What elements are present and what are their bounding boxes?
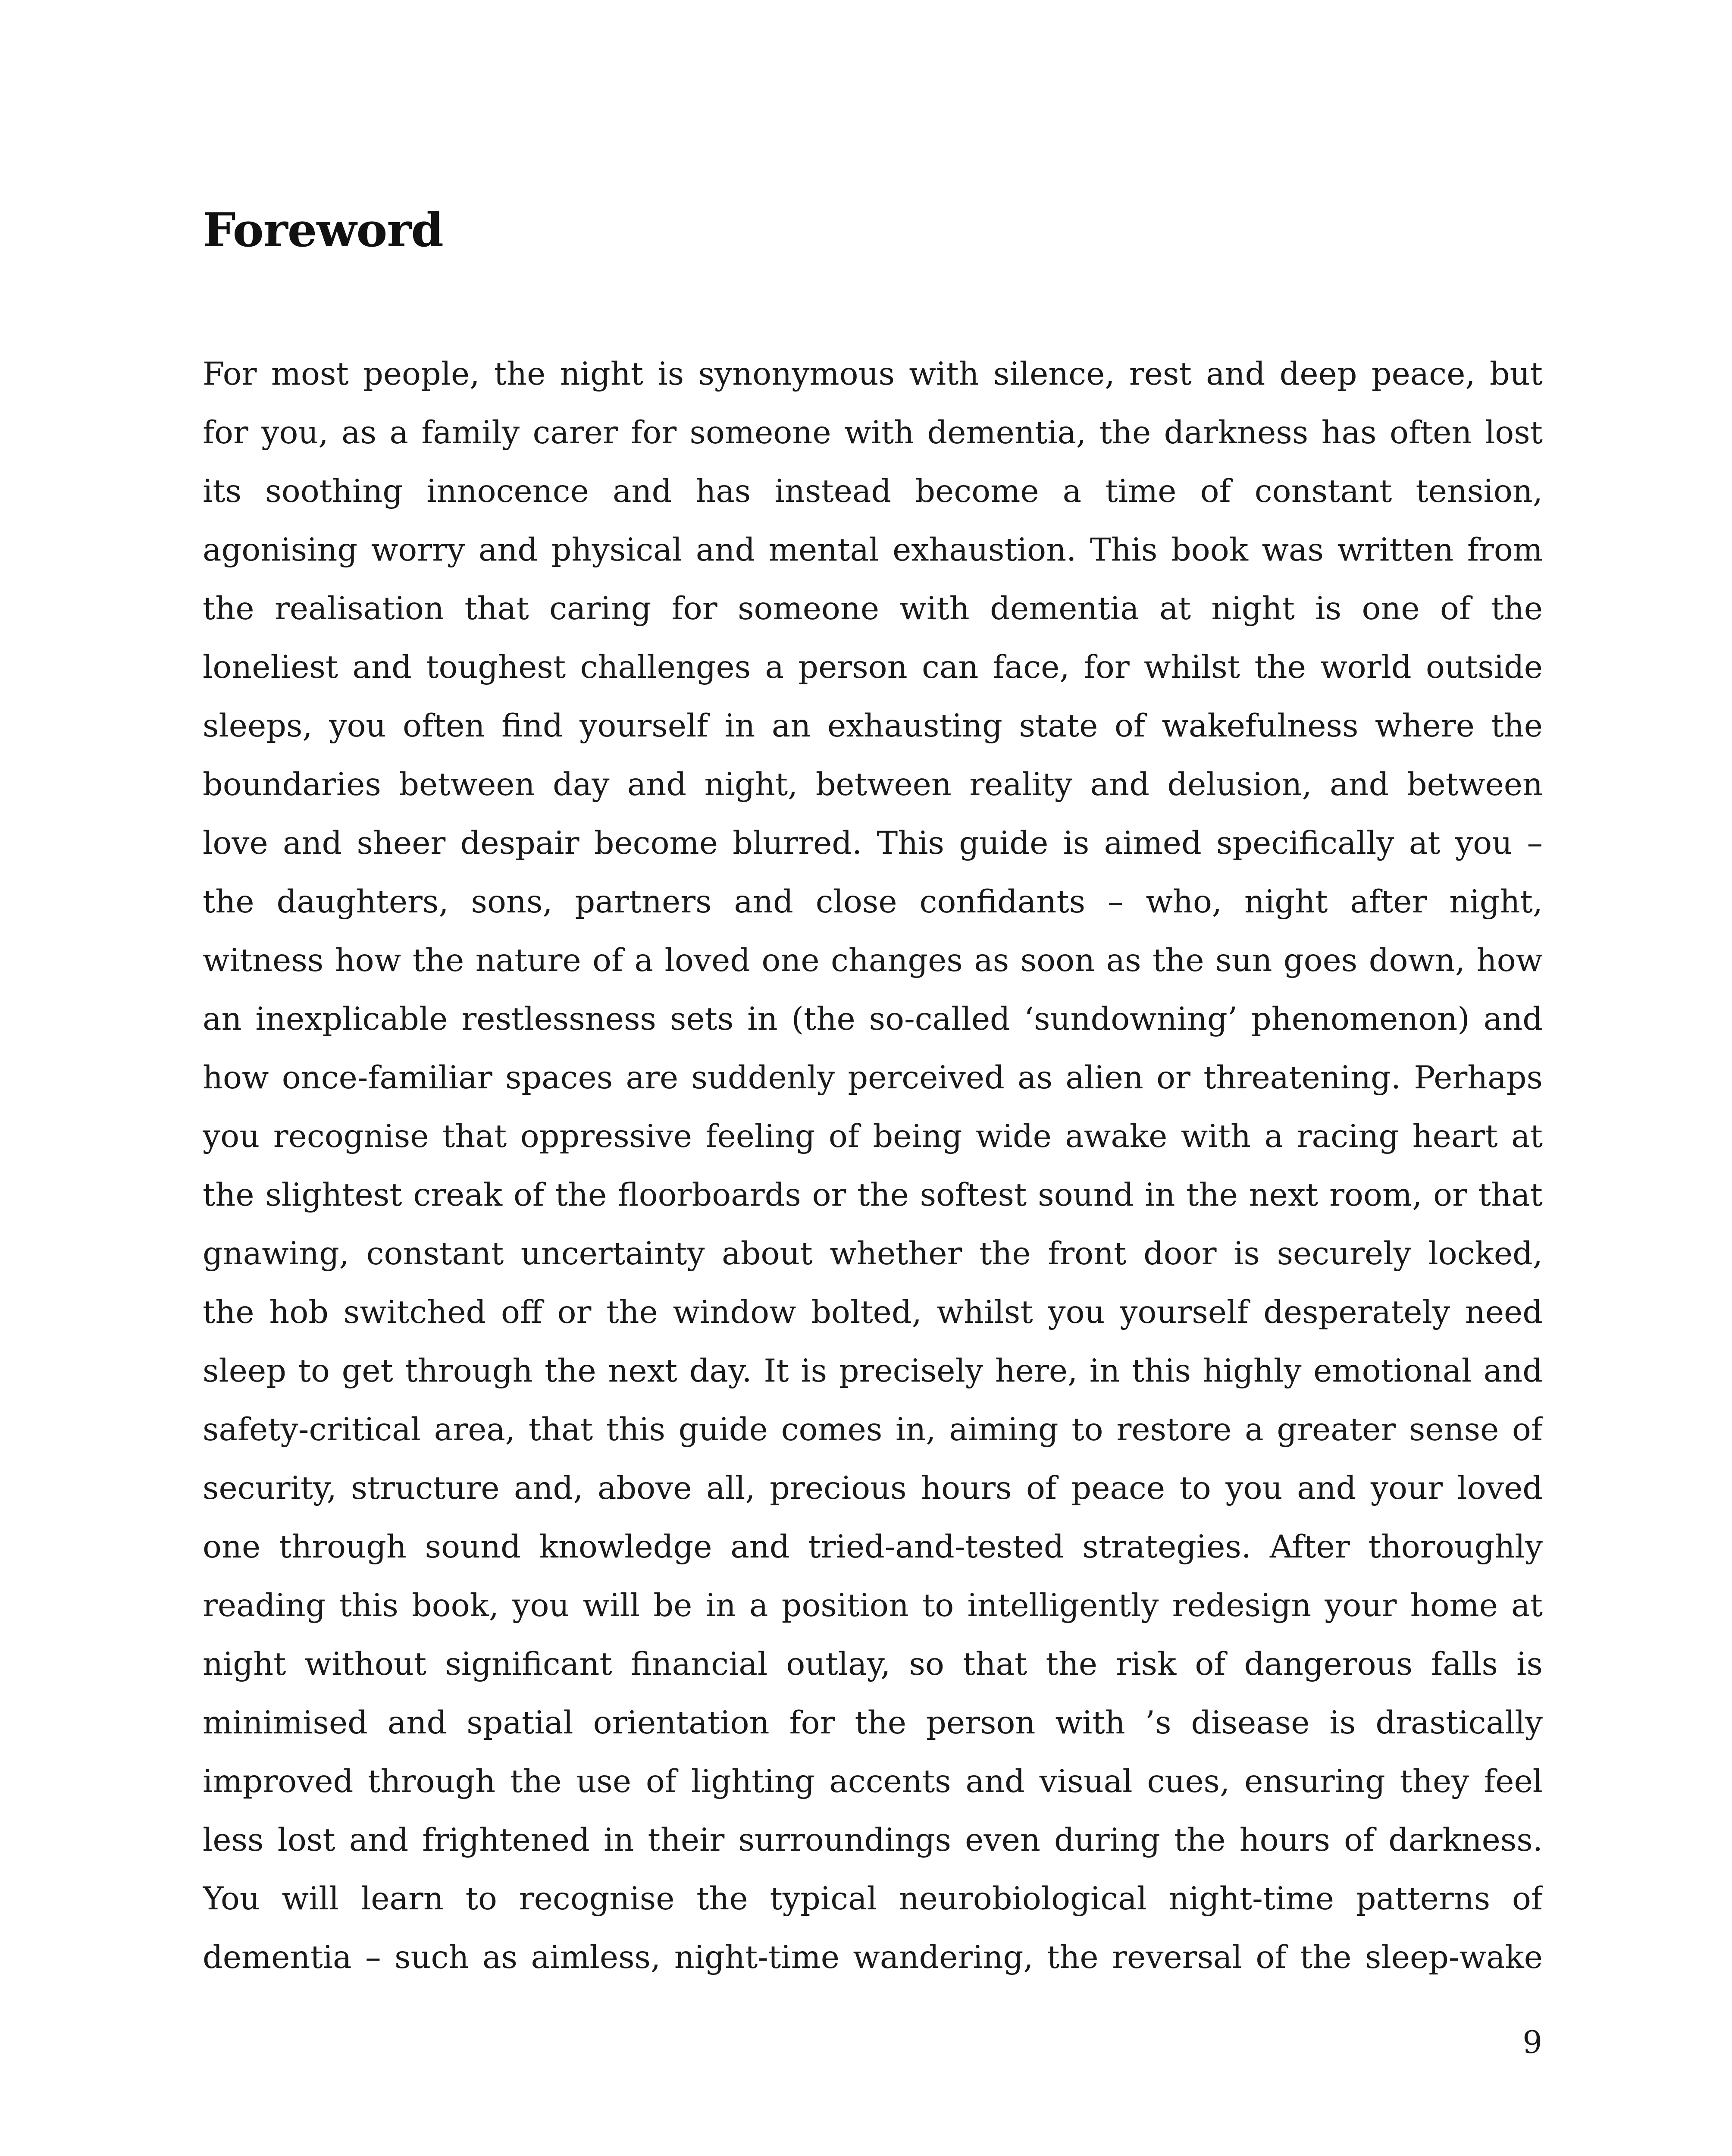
text-line: dementia – such as aimless, night-time wandering, the reversal of the sleep-wake: [203, 1939, 1543, 1976]
text-line: sleeps, you often find yourself in an exhausting state of wakefulness where the: [203, 708, 1543, 744]
foreword-body-text: [203, 345, 1543, 1987]
text-line: its soothing innocence and has instead become a time of constant tension,: [203, 473, 1543, 510]
text-line: You will learn to recognise the typical neurobiological night-time patterns of: [203, 1880, 1543, 1917]
text-line: the hob switched off or the window bolted, whilst you yourself desperately need: [203, 1294, 1543, 1331]
page-number: 9: [1522, 2024, 1542, 2060]
text-line: security, structure and, above all, precious hours of peace to you and your loved: [203, 1470, 1543, 1507]
text-line: boundaries between day and night, between reality and delusion, and between: [203, 766, 1543, 803]
text-line: one through sound knowledge and tried-and-tested strategies. After thoroughly: [203, 1529, 1543, 1565]
text-line: the realisation that caring for someone with dementia at night is one of the: [203, 590, 1543, 627]
text-line: safety-critical area, that this guide comes in, aiming to restore a greater sense of: [203, 1411, 1543, 1448]
text-line: less lost and frightened in their surroundings even during the hours of darkness.: [203, 1822, 1543, 1858]
text-line: for you, as a family carer for someone with dementia, the darkness has often lost: [203, 414, 1543, 451]
text-line: witness how the nature of a loved one changes as soon as the sun goes down, how: [203, 942, 1543, 979]
text-line: sleep to get through the next day. It is precisely here, in this highly emotional and: [203, 1353, 1543, 1389]
text-line: how once-familiar spaces are suddenly perceived as alien or threatening. Perhaps: [203, 1059, 1543, 1096]
text-line: improved through the use of lighting accents and visual cues, ensuring they feel: [203, 1763, 1543, 1800]
text-line: agonising worry and physical and mental exhaustion. This book was written from: [203, 532, 1543, 568]
text-line: reading this book, you will be in a position to intelligently redesign your home at: [203, 1587, 1543, 1624]
text-line: you recognise that oppressive feeling of being wide awake with a racing heart at: [203, 1118, 1543, 1155]
text-line: the slightest creak of the floorboards or the softest sound in the next room, or that: [203, 1177, 1543, 1213]
text-line: For most people, the night is synonymous with silence, rest and deep peace, but: [203, 356, 1543, 392]
text-line: love and sheer despair become blurred. This guide is aimed specifically at you –: [203, 825, 1543, 862]
chapter-heading: Foreword: [203, 203, 443, 257]
text-line: the daughters, sons, partners and close confidants – who, night after night,: [203, 884, 1543, 920]
text-line: night without significant financial outlay, so that the risk of dangerous falls is: [203, 1646, 1543, 1683]
text-line: loneliest and toughest challenges a person can face, for whilst the world outside: [203, 649, 1543, 686]
text-line: minimised and spatial orientation for the person with ’s disease is drastically: [203, 1705, 1543, 1741]
text-line: gnawing, constant uncertainty about whether the front door is securely locked,: [203, 1235, 1543, 1272]
text-line: an inexplicable restlessness sets in (the so-called ‘sundowning’ phenomenon) and: [203, 1001, 1543, 1037]
